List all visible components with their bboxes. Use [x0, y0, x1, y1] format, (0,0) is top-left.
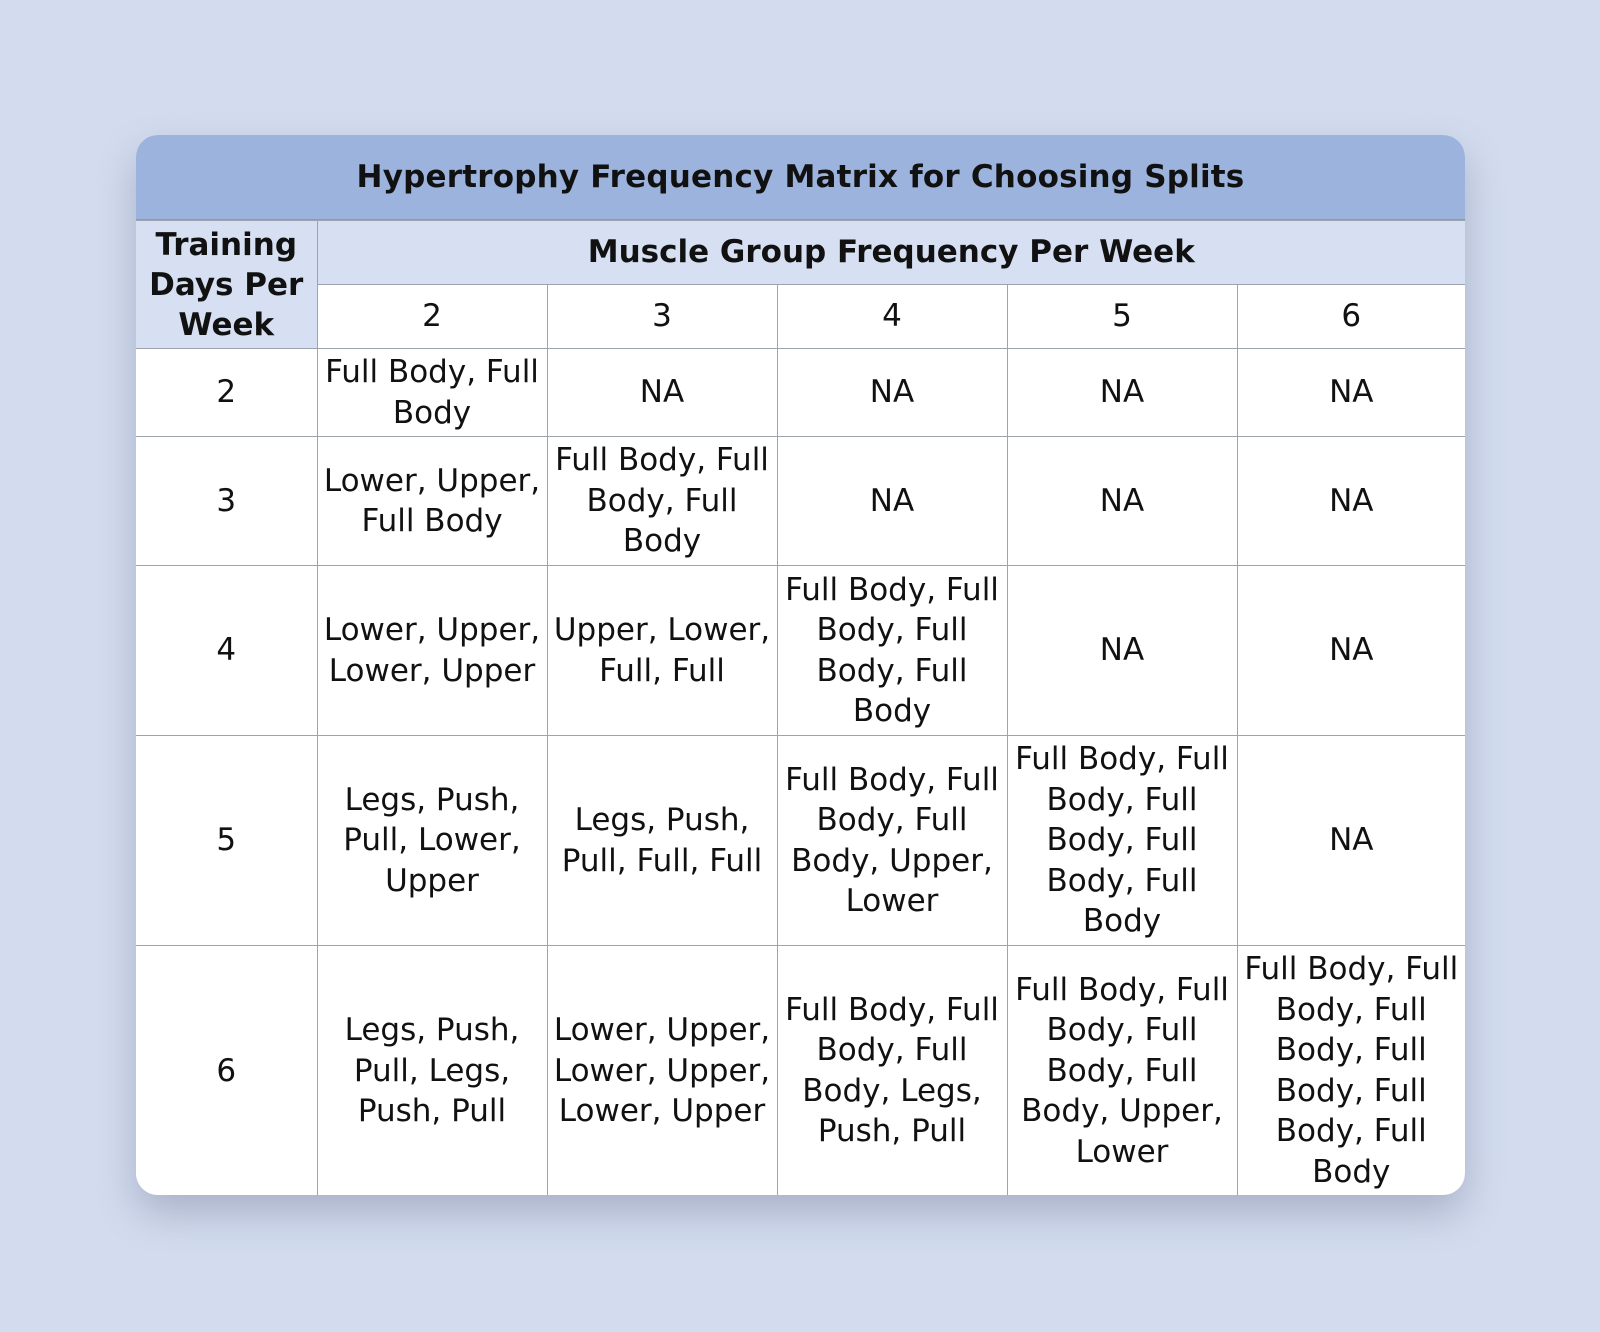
column-header: 5 — [1007, 285, 1237, 349]
table-row — [136, 736, 1465, 946]
column-header: 6 — [1237, 285, 1465, 349]
table-cell: NA — [1237, 566, 1465, 736]
column-header: 4 — [777, 285, 1007, 349]
column-header: 3 — [547, 285, 777, 349]
table-cell: Legs, Push, Pull, Legs, Push, Pull — [317, 946, 547, 1196]
table-cell: Lower, Upper, Lower, Upper — [317, 566, 547, 736]
column-header: 2 — [317, 285, 547, 349]
table-cell: NA — [1237, 437, 1465, 566]
row-label: 4 — [136, 566, 317, 736]
frequency-matrix-table — [136, 220, 1465, 1195]
table-cell: NA — [777, 349, 1007, 437]
table-cell: Full Body, Full Body, Full Body — [547, 437, 777, 566]
row-label: 2 — [136, 349, 317, 437]
table-cell: Full Body, Full Body, Full Body, Full Body, Upper, Lower — [1007, 946, 1237, 1196]
table-cell: NA — [1007, 349, 1237, 437]
table-cell: Legs, Push, Pull, Lower, Upper — [317, 736, 547, 946]
row-label: 3 — [136, 437, 317, 566]
table-cell: Full Body, Full Body, Full Body, Upper, Lower — [777, 736, 1007, 946]
table-cell: Full Body, Full Body, Full Body, Full Body, Full Body, Full Body — [1237, 946, 1465, 1196]
row-label: 5 — [136, 736, 317, 946]
table-cell: NA — [1007, 566, 1237, 736]
table-cell: NA — [777, 437, 1007, 566]
table-cell: NA — [1237, 736, 1465, 946]
table-cell: NA — [1007, 437, 1237, 566]
table-cell: Legs, Push, Pull, Full, Full — [547, 736, 777, 946]
table-row — [136, 349, 1465, 437]
table-title: Hypertrophy Frequency Matrix for Choosing Splits — [136, 135, 1465, 220]
row-header-training-days: Training Days Per Week — [136, 221, 317, 349]
table-cell: NA — [1237, 349, 1465, 437]
table-row — [136, 437, 1465, 566]
table-cell: NA — [547, 349, 777, 437]
table-cell: Lower, Upper, Full Body — [317, 437, 547, 566]
table-cell: Full Body, Full Body, Full Body, Legs, Push, Pull — [777, 946, 1007, 1196]
column-group-header: Muscle Group Frequency Per Week — [317, 221, 1465, 285]
table-cell: Full Body, Full Body, Full Body, Full Body — [777, 566, 1007, 736]
table-cell: Lower, Upper, Lower, Upper, Lower, Upper — [547, 946, 777, 1196]
table-row — [136, 946, 1465, 1196]
table-row — [136, 566, 1465, 736]
matrix-card — [136, 135, 1465, 1195]
table-cell: Full Body, Full Body, Full Body, Full Body, Full Body — [1007, 736, 1237, 946]
table-cell: Upper, Lower, Full, Full — [547, 566, 777, 736]
row-label: 6 — [136, 946, 317, 1196]
table-cell: Full Body, Full Body — [317, 349, 547, 437]
